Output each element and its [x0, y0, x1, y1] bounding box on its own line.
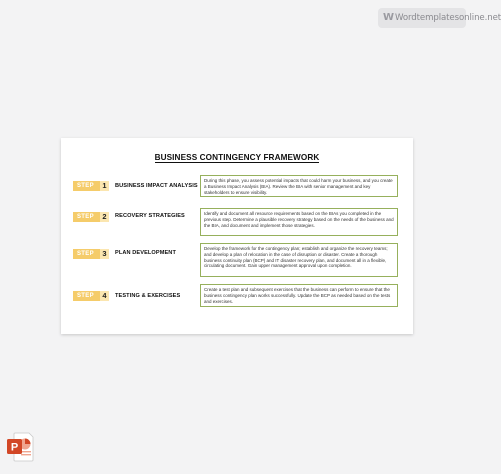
document-preview	[61, 138, 413, 334]
step-number: 1	[100, 181, 109, 191]
powerpoint-icon	[6, 432, 34, 462]
step-name: PLAN DEVELOPMENT	[115, 250, 176, 256]
step-description: Create a test plan and subsequent exercises that the business can perform to ensure that the business contingency plan works successfully. Update the BCP as needed based on the tests and exercises.	[200, 284, 398, 307]
step-name: RECOVERY STRATEGIES	[115, 213, 185, 219]
document-title	[61, 153, 413, 162]
step-tag: STEP	[73, 291, 100, 301]
step-tag: STEP	[73, 249, 100, 259]
step-number: 2	[100, 212, 109, 222]
step-name: BUSINESS IMPACT ANALYSIS	[115, 183, 198, 189]
step-name: TESTING & EXERCISES	[115, 293, 181, 299]
step-description: Identify and document all resource requirements based on the BIAs you completed in the previous step. Determine a plausible recovery strategy based on the needs of the business and the BIA, and document and implement those strategies.	[200, 208, 398, 236]
step-tag: STEP	[73, 212, 100, 222]
step-description: Develop the framework for the contingency plan; establish and organize the recovery teams; and develop a plan of relocation in the case of disruption or disaster. Create a thorough business continuity plan (BCP) and IT disaster recovery plan, and document all in a flexible, circulating document. Gain upper management approval upon completion.	[200, 243, 398, 277]
step-number: 3	[100, 249, 109, 259]
step-tag: STEP	[73, 181, 100, 191]
document-title-text: BUSINESS CONTINGENCY FRAMEWORK	[154, 153, 320, 162]
brand-badge[interactable]	[378, 8, 501, 28]
step-description: During this phase, you assess potential impacts that could harm your business, and you create a Business Impact Analysis (BIA). Review the BIA with senior management and key stakeholders to ensure visibility.	[200, 175, 398, 197]
svg-text:P: P	[10, 441, 19, 454]
w-logo-icon: W	[383, 12, 394, 23]
step-number: 4	[100, 291, 109, 301]
brand-text: Wordtemplatesonline.net	[394, 13, 501, 23]
